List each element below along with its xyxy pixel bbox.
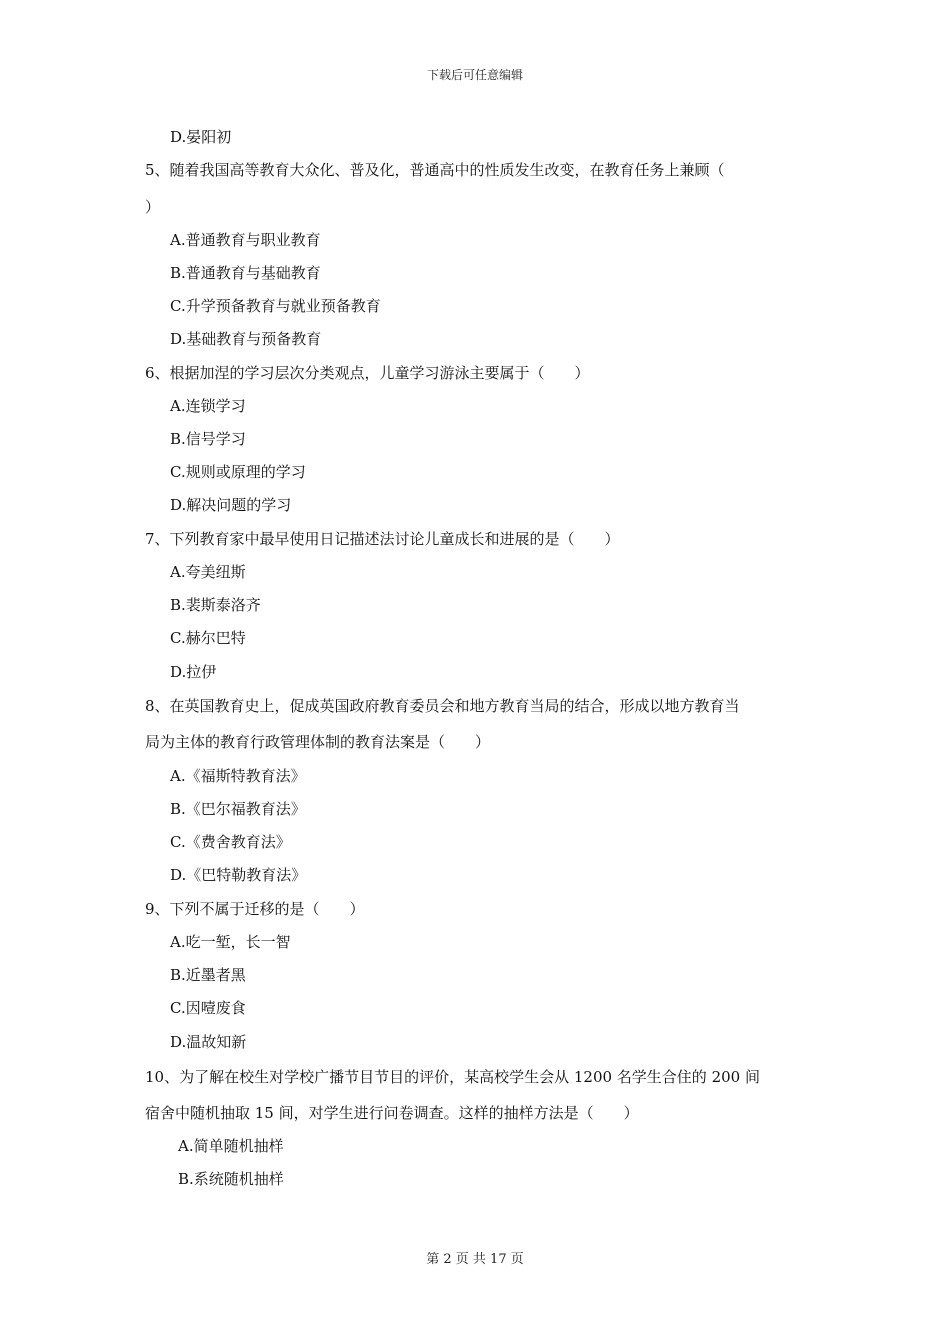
option-line: C.赫尔巴特 bbox=[170, 629, 246, 647]
option-line: C.因噎废食 bbox=[170, 999, 246, 1017]
option-line: B.《巴尔福教育法》 bbox=[170, 800, 306, 818]
option-line: D.基础教育与预备教育 bbox=[170, 330, 322, 348]
option-line: D.晏阳初 bbox=[170, 128, 232, 146]
question-line: 6、根据加涅的学习层次分类观点，儿童学习游泳主要属于（ ） bbox=[145, 364, 590, 382]
option-line: B.裴斯泰洛齐 bbox=[170, 596, 261, 614]
option-line: A.《福斯特教育法》 bbox=[170, 767, 306, 785]
question-line: 9、下列不属于迁移的是（ ） bbox=[145, 900, 365, 918]
question-line: 7、下列教育家中最早使用日记描述法讨论儿童成长和进展的是（ ） bbox=[145, 530, 620, 548]
option-line: D.拉伊 bbox=[170, 663, 217, 681]
option-line: D.解决问题的学习 bbox=[170, 496, 292, 514]
option-line: A.连锁学习 bbox=[170, 397, 246, 415]
option-line: C.《费舍教育法》 bbox=[170, 833, 291, 851]
option-line: A.简单随机抽样 bbox=[178, 1137, 284, 1155]
page-footer: 第 2 页 共 17 页 bbox=[426, 1252, 524, 1267]
option-line: C.升学预备教育与就业预备教育 bbox=[170, 297, 381, 315]
option-line: A.吃一堑，长一智 bbox=[170, 933, 291, 951]
option-line: C.规则或原理的学习 bbox=[170, 463, 306, 481]
page-header: 下载后可任意编辑 bbox=[426, 68, 523, 82]
question-line: 宿舍中随机抽取 15 间，对学生进行问卷调查。这样的抽样方法是（ ） bbox=[145, 1104, 639, 1122]
question-line: 10、为了解在校生对学校广播节目节目的评价，某高校学生会从 1200 名学生合住的 200 间 bbox=[145, 1068, 760, 1086]
question-line: ） bbox=[145, 198, 161, 216]
option-line: B.近墨者黑 bbox=[170, 966, 246, 984]
option-line: B.信号学习 bbox=[170, 430, 246, 448]
question-line: 8、在英国教育史上，促成英国政府教育委员会和地方教育当局的结合，形成以地方教育当 bbox=[145, 697, 740, 715]
question-line: 5、随着我国高等教育大众化、普及化，普通高中的性质发生改变，在教育任务上兼顾（ bbox=[145, 161, 725, 179]
option-line: D.温故知新 bbox=[170, 1033, 247, 1051]
option-line: A.夸美纽斯 bbox=[170, 563, 246, 581]
option-line: B.系统随机抽样 bbox=[178, 1170, 284, 1188]
option-line: B.普通教育与基础教育 bbox=[170, 264, 321, 282]
option-line: A.普通教育与职业教育 bbox=[170, 231, 321, 249]
question-line: 局为主体的教育行政管理体制的教育法案是（ ） bbox=[145, 733, 491, 751]
option-line: D.《巴特勒教育法》 bbox=[170, 866, 307, 884]
